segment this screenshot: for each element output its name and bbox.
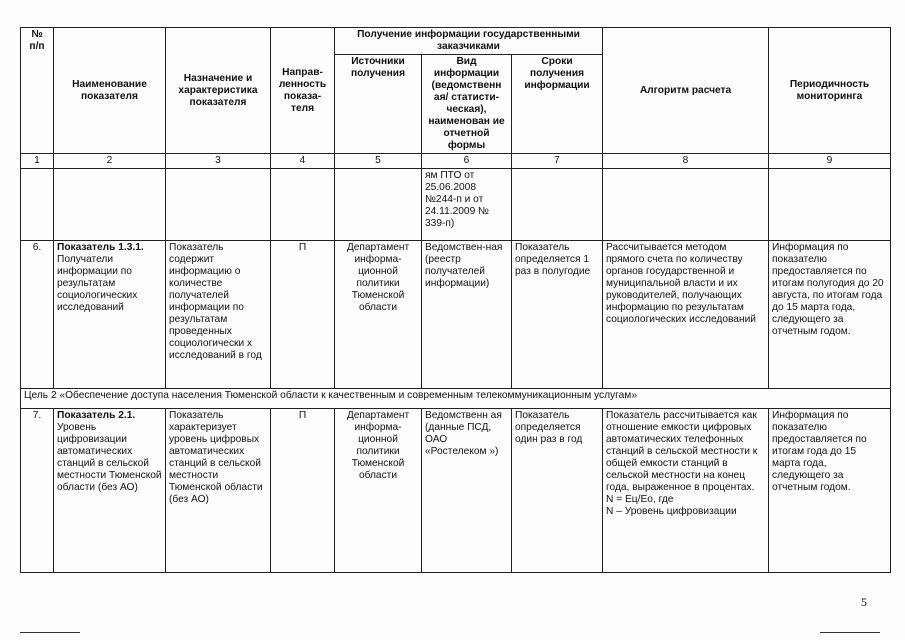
- header-terms: Сроки получения информации: [512, 55, 603, 154]
- page-number: 5: [861, 595, 867, 609]
- indicator-direction: П: [271, 241, 335, 389]
- column-number: 9: [769, 154, 891, 169]
- column-number: 4: [271, 154, 335, 169]
- column-number-row: [21, 154, 891, 169]
- column-number: 5: [335, 154, 422, 169]
- header-type: Вид информации (ведомственн ая/ статисти-ческая), наименован ие отчетной формы: [422, 55, 512, 154]
- continuation-row: [21, 169, 891, 241]
- header-algorithm: Алгоритм расчета: [603, 28, 769, 154]
- monitoring-period: Информация по показателю предоставляется по итогам полугодия до 20 августа, по итогам года до 15 марта года, следующего за отчетным годом.: [769, 241, 891, 389]
- info-source: Департамент информа-ционной политики Тюменской области: [335, 241, 422, 389]
- info-type: Ведомственн ая (данные ПСД, ОАО «Ростелеком »): [422, 409, 512, 573]
- goal-heading: Цель 2 «Обеспечение доступа населения Тюменской области к качественным и современным телекоммуникационным услугам»: [21, 389, 891, 409]
- monitoring-period: Информация по показателю предоставляется по итогам года до 15 марта года, следующего за отчетным годом.: [769, 409, 891, 573]
- calculation-algorithm: Рассчитывается методом прямого счета по количеству органов государственной и муниципальной власти и их руководителей, получающих информацию по результатам социологических исследований: [603, 241, 769, 389]
- info-source: Департамент информа-ционной политики Тюменской области: [335, 409, 422, 573]
- indicator-purpose: Показатель характеризует уровень цифровых автоматических станций в сельской местности Тюменской области (без АО): [166, 409, 271, 573]
- bottom-margin-line: [820, 632, 880, 633]
- indicators-table: [20, 27, 891, 573]
- header-num: № п/п: [21, 28, 54, 154]
- column-number: 7: [512, 154, 603, 169]
- indicator-name: Уровень цифровизации автоматических станций в сельской местности Тюменской области (без АО): [57, 422, 162, 493]
- table-row: [21, 241, 891, 389]
- indicator-name-cell: [54, 241, 166, 389]
- indicator-name: Получатели информации по результатам социологических исследований: [57, 254, 138, 313]
- column-number: 1: [21, 154, 54, 169]
- indicator-code: Показатель 2.1.: [57, 410, 136, 421]
- column-number: 6: [422, 154, 512, 169]
- table-row: [21, 409, 891, 573]
- info-type: Ведомствен-ная (реестр получателей информации): [422, 241, 512, 389]
- column-number: 3: [166, 154, 271, 169]
- column-number: 8: [603, 154, 769, 169]
- info-terms: Показатель определяется 1 раз в полугодие: [512, 241, 603, 389]
- goal-row: [21, 389, 891, 409]
- column-number: 2: [54, 154, 166, 169]
- header-period: Периодичность мониторинга: [769, 28, 891, 154]
- header-direction: Направ- ленность показа- теля: [271, 28, 335, 154]
- info-terms: Показатель определяется один раз в год: [512, 409, 603, 573]
- indicator-code: Показатель 1.3.1.: [57, 242, 144, 253]
- header-purpose: Назначение и характеристика показателя: [166, 28, 271, 154]
- indicator-direction: П: [271, 409, 335, 573]
- row-number: 6.: [21, 241, 54, 389]
- indicator-name-cell: [54, 409, 166, 573]
- header-info-group: Получение информации государственными заказчиками: [335, 28, 603, 55]
- bottom-margin-line: [20, 632, 80, 633]
- indicator-purpose: Показатель содержит информацию о количестве получателей информации по результатам проведенных социологически х исследований в год: [166, 241, 271, 389]
- header-sources: Источники получения: [335, 55, 422, 154]
- continuation-type-cell: ям ПТО от 25.06.2008 №244-п и от 24.11.2009 № 339-п): [422, 169, 512, 241]
- row-number: 7.: [21, 409, 54, 573]
- header-name: Наименование показателя: [54, 28, 166, 154]
- calculation-algorithm: Показатель рассчитывается как отношение емкости цифровых автоматических телефонных станций в сельской местности к общей емкости станций в сельской местности на конец года, выраженное в процентах. N = Eц/Eо, где N – Уровень цифровизации: [603, 409, 769, 573]
